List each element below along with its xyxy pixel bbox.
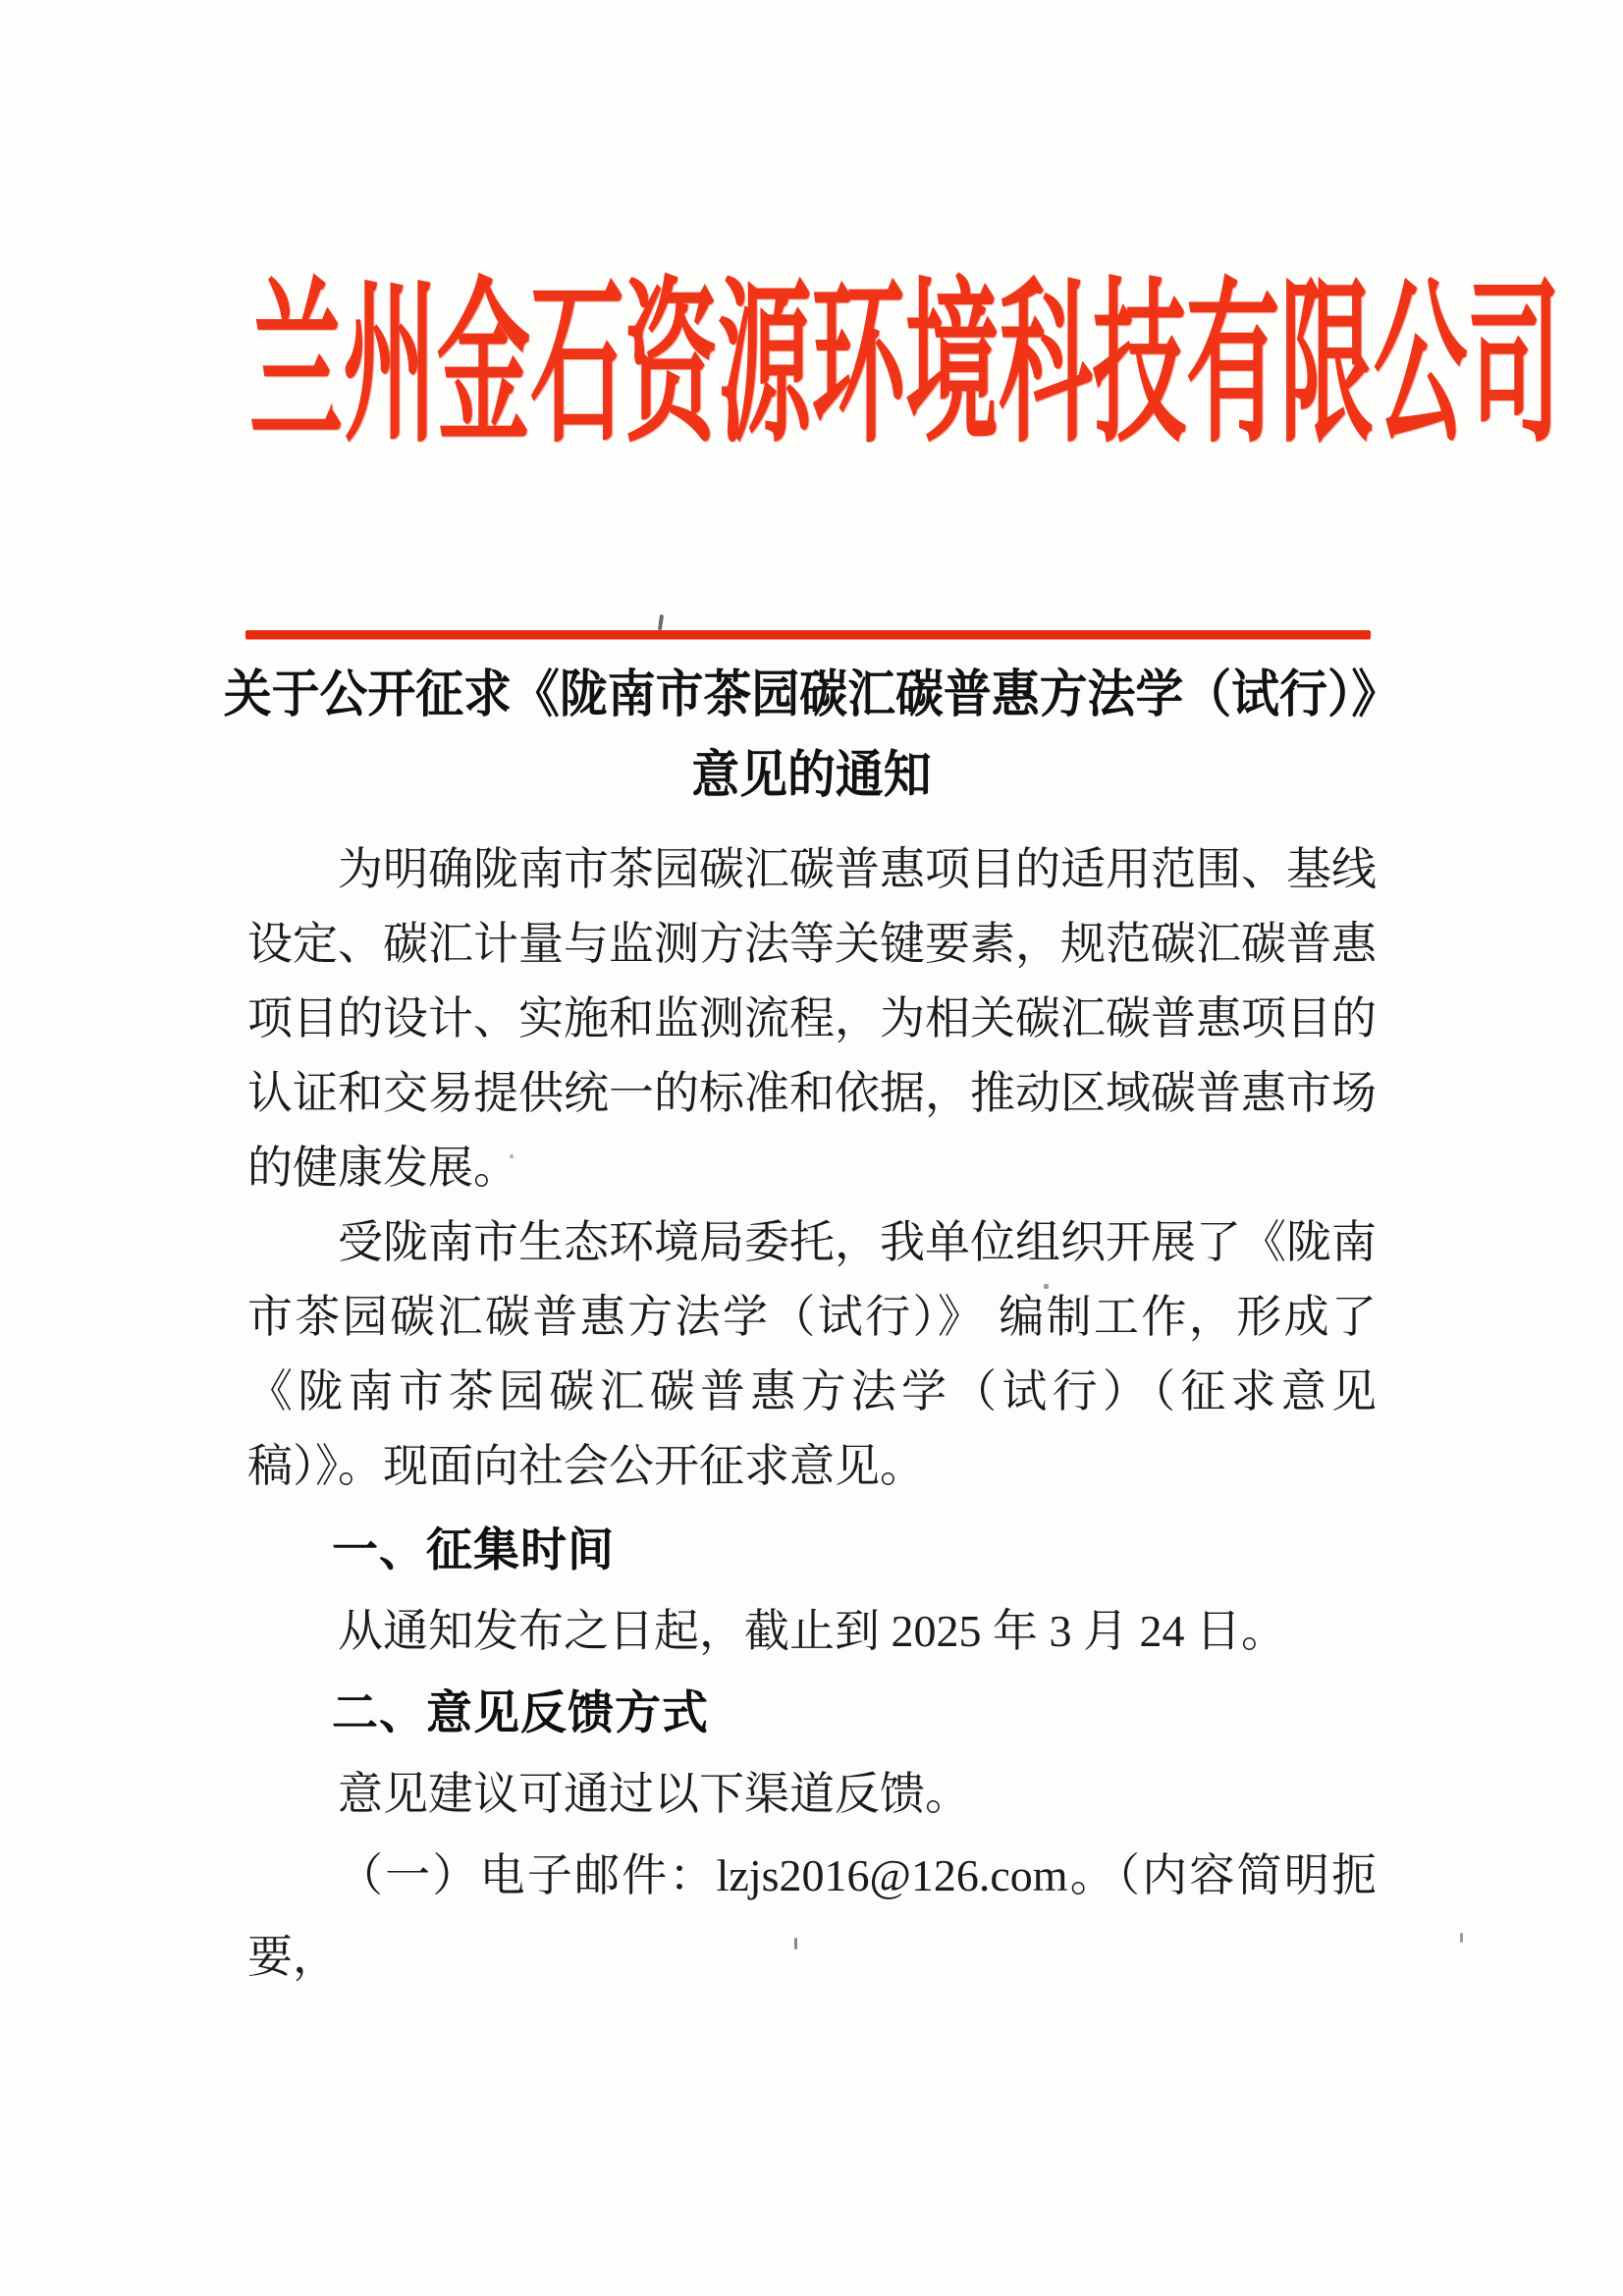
scan-speck xyxy=(1044,1284,1049,1289)
notice-sections xyxy=(247,1509,1377,1998)
notice-title xyxy=(49,656,1575,817)
section2-heading-feedback-methods: 二、意见反馈方式 xyxy=(332,1686,709,1738)
scan-speck xyxy=(658,614,664,630)
notice-title-line-2: 意见的通知 xyxy=(691,748,932,804)
paragraph-background: 受陇南市生态环境局委托，我单位组织开展了《陇南市茶园碳汇碳普惠方法学（试行）》 编制工作，形成了《陇南市茶园碳汇碳普惠方法学（试行）（征求意见稿）》。现面向社会公开征求意见。 xyxy=(247,1217,1377,1491)
letterhead-divider-rule xyxy=(245,630,1371,639)
scan-speck xyxy=(1460,1933,1463,1943)
scan-speck xyxy=(794,1938,797,1949)
notice-intro-section xyxy=(247,832,1377,1504)
section2-text-channels: 意见建议可通过以下渠道反馈。 xyxy=(338,1769,970,1819)
scan-speck xyxy=(510,1154,514,1158)
section1-heading-collection-period: 一、征集时间 xyxy=(332,1523,615,1575)
paragraph-purpose: 为明确陇南市茶园碳汇碳普惠项目的适用范围、基线设定、碳汇计量与监测方法等关键要素，规范碳汇碳普惠项目的设计、实施和监测流程，为相关碳汇碳普惠项目的认证和交易提供统一的标准和依据，推动区域碳普惠市场的健康发展。 xyxy=(247,844,1377,1193)
section1-text-deadline: 从通知发布之日起，截止到 2025 年 3 月 24 日。 xyxy=(338,1606,1286,1656)
company-name: 兰州金石资源环境科技有限公司 xyxy=(249,268,1561,463)
feedback-item-email: （一）电子邮件：lzjs2016@126.com。（内容简明扼要， xyxy=(247,1850,1377,1982)
notice-title-line-1: 关于公开征求《陇南市茶园碳汇碳普惠方法学（试行）》 xyxy=(223,667,1400,723)
company-letterhead xyxy=(249,268,1561,463)
